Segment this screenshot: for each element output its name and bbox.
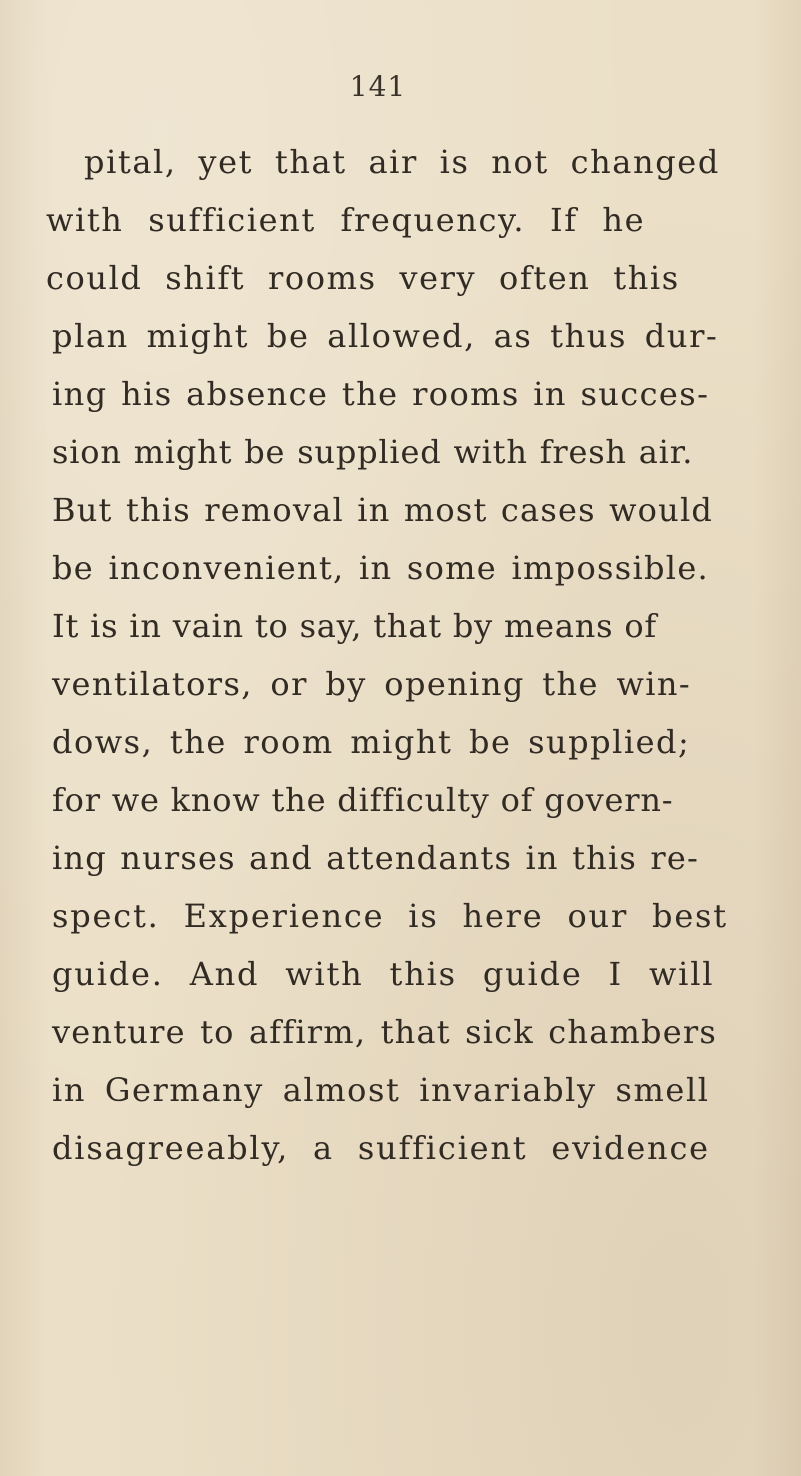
- text-line: It is in vain to say, that by means of: [52, 607, 658, 645]
- page-number: 141: [349, 70, 407, 103]
- text-line: guide. And with this guide I will: [52, 955, 715, 993]
- text-line: venture to affirm, that sick chambers: [52, 1013, 717, 1051]
- text-line: with sufficient frequency. If he: [46, 201, 646, 239]
- text-line: disagreeably, a sufficient evidence: [52, 1129, 710, 1167]
- text-line: could shift rooms very often this: [46, 259, 680, 297]
- text-line: be inconvenient, in some impossible.: [52, 549, 710, 587]
- text-line: ventilators, or by opening the win-: [52, 665, 692, 703]
- text-line: spect. Experience is here our best: [52, 897, 728, 935]
- text-line: dows, the room might be supplied;: [52, 723, 691, 761]
- text-line: in Germany almost invariably smell: [52, 1071, 710, 1109]
- text-line: sion might be supplied with fresh air.: [52, 433, 694, 471]
- text-line: for we know the difficulty of govern-: [52, 781, 674, 819]
- text-line: ing his absence the rooms in succes-: [52, 375, 710, 413]
- text-line: pital, yet that air is not changed: [84, 143, 720, 181]
- text-line: ing nurses and attendants in this re-: [52, 839, 700, 877]
- text-line: plan might be allowed, as thus dur-: [52, 317, 719, 355]
- text-line: But this removal in most cases would: [52, 491, 714, 529]
